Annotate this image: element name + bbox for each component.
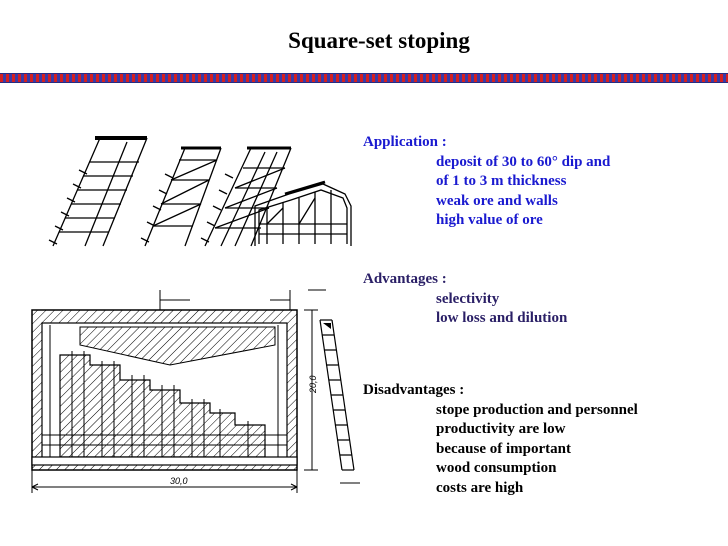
disadvantages-item: because of important bbox=[436, 440, 571, 457]
application-item: weak ore and walls bbox=[436, 192, 558, 209]
application-item: high value of ore bbox=[436, 212, 543, 228]
advantages-item: low loss and dilution bbox=[436, 310, 568, 326]
disadvantages-item: stope production and personnel bbox=[436, 401, 638, 418]
disadvantages-item: costs are high bbox=[436, 479, 524, 496]
application-section bbox=[363, 133, 610, 231]
application-heading: Application : bbox=[363, 134, 447, 150]
advantages-heading: Advantages : bbox=[363, 271, 447, 287]
stope-section-drawing bbox=[20, 285, 360, 505]
advantages-item: selectivity bbox=[436, 290, 500, 307]
sketch-inclined-set-1 bbox=[49, 138, 147, 246]
application-item: of 1 to 3 m thickness bbox=[436, 173, 567, 189]
sketch-inclined-set-2 bbox=[141, 148, 221, 246]
disadvantages-item: productivity are low bbox=[436, 421, 566, 437]
application-item: deposit of 30 to 60° dip and bbox=[436, 153, 611, 170]
bottom-dimension-label: 30,0 bbox=[170, 476, 188, 486]
disadvantages-heading: Disadvantages : bbox=[363, 382, 465, 398]
disadvantages-section bbox=[363, 381, 638, 498]
slide-title: Square-set stoping bbox=[288, 28, 470, 53]
side-dimension-label: 20,0 bbox=[308, 375, 318, 393]
disadvantages-item: wood consumption bbox=[436, 460, 557, 476]
title-divider bbox=[0, 73, 728, 83]
advantages-section bbox=[363, 270, 567, 329]
sketch-inclined-set-3 bbox=[201, 148, 291, 246]
square-set-sketches bbox=[45, 128, 355, 253]
